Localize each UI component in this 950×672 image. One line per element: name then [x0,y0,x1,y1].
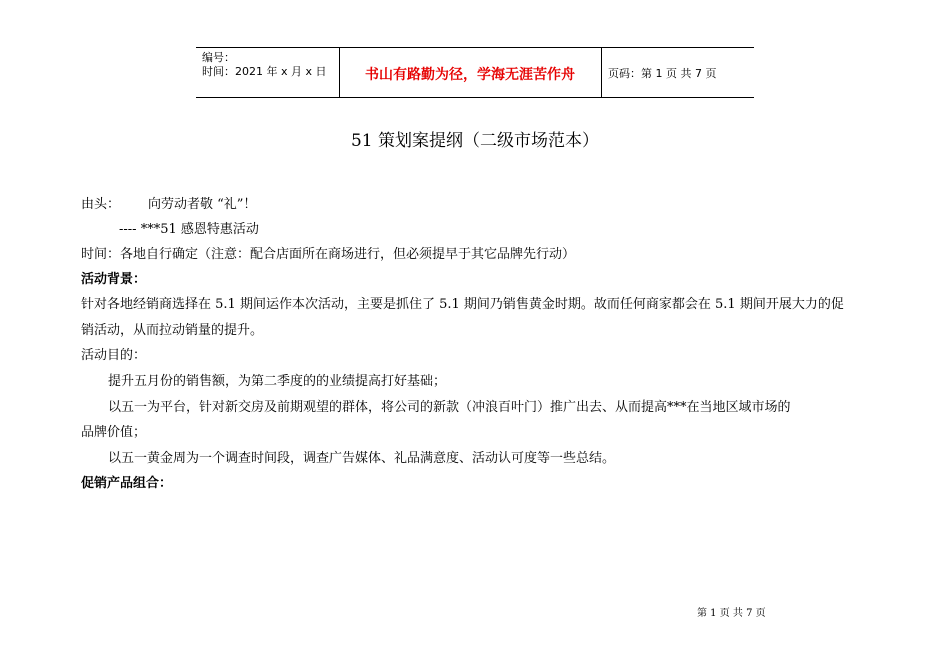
background-paragraph-line: 针对各地经销商选择在 5.1 期间运作本次活动，主要是抓住了 5.1 期间乃销售黄金时期。故而任何商家都会在 5.1 期间开展大力的促 [81,297,844,312]
products-heading: 促销产品组合： [81,476,173,491]
event-subtitle: ---- ***51 感恩特惠活动 [119,222,259,237]
header-motto: 书山有路勤为径，学海无涯苦作舟 [365,67,575,83]
document-header [196,47,754,98]
document-time-label: 时间：2021 年 x 月 x 日 [202,65,327,78]
purpose-item: 提升五月份的销售额，为第二季度的的业绩提高打好基础； [108,374,447,389]
header-page-cell [602,48,754,97]
background-heading: 活动背景： [81,272,147,287]
background-paragraph-line: 销活动，从而拉动销量的提升。 [81,323,264,338]
header-meta-cell [196,48,340,97]
purpose-item: 以五一黄金周为一个调查时间段，调查广告媒体、礼品满意度、活动认可度等一些总结。 [108,451,616,466]
purpose-item-continuation: 品牌价值； [81,425,147,440]
reason-label: 由头： [81,197,121,212]
header-page-label: 页码：第 1 页 共 7 页 [608,67,717,80]
document-title: 51 策划案提纲（二级市场范本） [350,131,600,151]
page-footer: 第 1 页 共 7 页 [697,608,766,619]
purpose-heading: 活动目的： [81,348,147,363]
document-number-label: 编号： [202,51,235,64]
reason-text: 向劳动者敬 “礼”！ [148,197,257,212]
time-line: 时间：各地自行确定（注意：配合店面所在商场进行，但必须提早于其它品牌先行动） [81,247,576,262]
purpose-item: 以五一为平台，针对新交房及前期观望的群体，将公司的新款（冲浪百叶门）推广出去、从而提高***在当地区域市场的 [108,400,791,415]
header-motto-cell [339,48,602,97]
